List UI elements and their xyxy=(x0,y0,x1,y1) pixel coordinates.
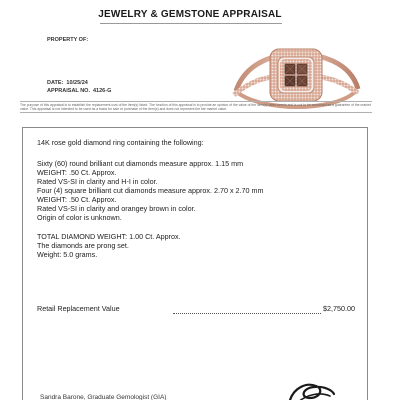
title-underline xyxy=(100,23,282,24)
round-diamonds-weight: WEIGHT: .50 Ct. Approx. xyxy=(37,168,117,177)
round-diamonds-rating: Rated VS-SI in clarity and H-I in color. xyxy=(37,177,158,186)
description-intro: 14K rose gold diamond ring containing the following: xyxy=(37,138,204,147)
appraiser-signature xyxy=(284,378,340,400)
square-diamonds-rating: Rated VS-SI in clarity and orangey brown in color. xyxy=(37,204,196,213)
date-row xyxy=(47,80,88,86)
appraisal-number-row xyxy=(47,88,111,94)
square-diamonds-color-origin: Origin of color is unknown. xyxy=(37,213,122,222)
date-label: DATE: xyxy=(47,80,64,86)
disclaimer-text: The purpose of this appraisal is to establish the replacement cost of the item(s) listed. The function of this appraisal is to provide an opinion of the value of the item(s) listed herein and is not to be construed as a guarantee of the market value. This appraisal is not intended to be used as a basis for sale or purchase of the item(s) and does not represent the fair market value. xyxy=(20,101,372,113)
appraiser-name: Sandra Barone, Graduate Gemologist (GIA) xyxy=(40,394,167,400)
document-title: JEWELRY & GEMSTONE APPRAISAL xyxy=(98,9,282,20)
retail-value-label: Retail Replacement Value xyxy=(37,304,120,313)
property-of-label: PROPERTY OF: xyxy=(47,37,89,43)
retail-value-amount: $2,750.00 xyxy=(323,304,355,313)
square-diamonds-weight: WEIGHT: .50 Ct. Approx. xyxy=(37,195,117,204)
date-value: 10/25/24 xyxy=(66,80,88,86)
value-leader-dots xyxy=(173,313,321,314)
ring-weight: Weight: 5.0 grams. xyxy=(37,250,98,259)
total-diamond-weight: TOTAL DIAMOND WEIGHT: 1.00 Ct. Approx. xyxy=(37,232,181,241)
appraisal-number-label: APPRAISAL NO. xyxy=(47,88,90,94)
square-diamonds-line-1: Four (4) square brilliant cut diamonds measure approx. 2.70 x 2.70 mm xyxy=(37,186,264,195)
round-diamonds-line-1: Sixty (60) round brilliant cut diamonds measure approx. 1.15 mm xyxy=(37,159,244,168)
appraisal-number-value: 4126-G xyxy=(93,88,112,94)
setting-type: The diamonds are prong set. xyxy=(37,241,129,250)
